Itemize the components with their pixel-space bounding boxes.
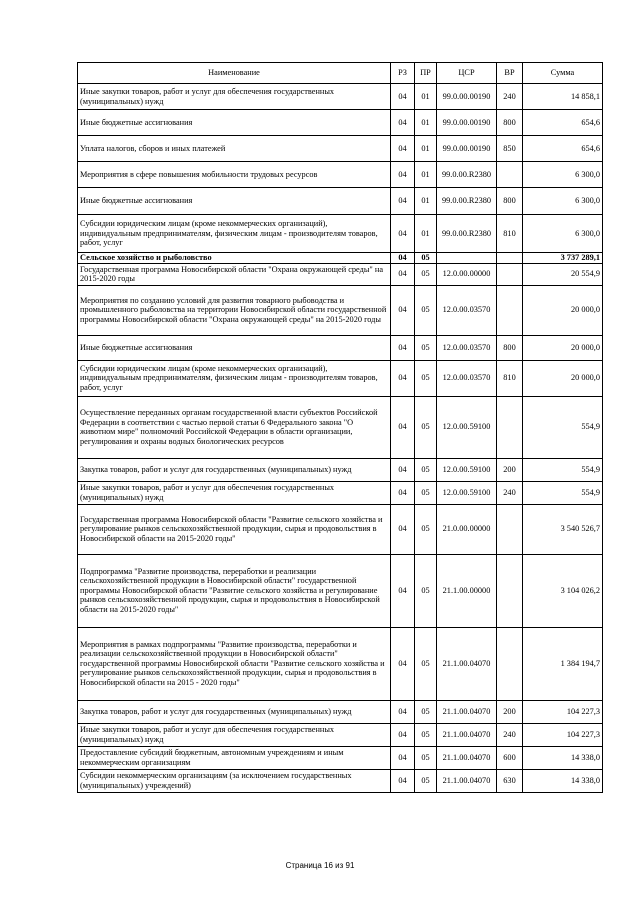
cell-vr: 200: [497, 458, 523, 481]
cell-vr: 800: [497, 188, 523, 215]
cell-pr: 05: [415, 285, 437, 335]
cell-csr: 21.1.00.04070: [437, 769, 497, 792]
cell-vr: [497, 263, 523, 285]
cell-name: Осуществление переданных органам государственной власти субъектов Российской Федерации в соответствии с частью первой статьи 6 Федерального закона "О животном мире" полномочий Российской Федерации в области организации, регулирования и охраны водных биологических ресурсов: [78, 396, 391, 458]
cell-csr: 21.1.00.04070: [437, 627, 497, 700]
cell-name: Закупка товаров, работ и услуг для государственных (муниципальных) нужд: [78, 700, 391, 723]
cell-rz: 04: [391, 700, 415, 723]
cell-pr: 05: [415, 458, 437, 481]
cell-rz: 04: [391, 110, 415, 136]
cell-vr: 800: [497, 110, 523, 136]
cell-name: Субсидии юридическим лицам (кроме некоммерческих организаций), индивидуальным предпринимателям, физическим лицам - производителям товаров, работ, услуг: [78, 215, 391, 253]
table-header-row: [78, 63, 603, 84]
cell-rz: 04: [391, 162, 415, 188]
cell-pr: 01: [415, 215, 437, 253]
table-row: [78, 360, 603, 396]
cell-sum: 14 338,0: [523, 746, 603, 769]
cell-csr: 12.0.00.03570: [437, 285, 497, 335]
table-row: [78, 335, 603, 360]
cell-name: Предоставление субсидий бюджетным, автономным учреждениям и иным некоммерческим организациям: [78, 746, 391, 769]
table-row: [78, 110, 603, 136]
cell-name: Субсидии некоммерческим организациям (за исключением государственных (муниципальных) учреждений): [78, 769, 391, 792]
cell-name: Закупка товаров, работ и услуг для государственных (муниципальных) нужд: [78, 458, 391, 481]
cell-csr: 99.0.00.00190: [437, 84, 497, 110]
cell-vr: [497, 627, 523, 700]
cell-vr: [497, 285, 523, 335]
cell-name: Иные бюджетные ассигнования: [78, 188, 391, 215]
cell-csr: 99.0.00.00190: [437, 136, 497, 162]
cell-pr: 05: [415, 746, 437, 769]
table-row: [78, 84, 603, 110]
cell-vr: [497, 162, 523, 188]
cell-name: Государственная программа Новосибирской области "Охрана окружающей среды" на 2015-2020 годы: [78, 263, 391, 285]
cell-name: Подпрограмма "Развитие производства, переработки и реализации сельскохозяйственной продукции в Новосибирской области" государственной программы Новосибирской области "Развитие сельского хозяйства и регулирование рынков сельскохозяйственной продукции, сырья и продовольствия в Новосибирской области на 2015-2020 годы": [78, 554, 391, 627]
cell-rz: 04: [391, 215, 415, 253]
cell-name: Иные закупки товаров, работ и услуг для обеспечения государственных (муниципальных) нужд: [78, 481, 391, 504]
table-row: [78, 723, 603, 746]
cell-name: Иные бюджетные ассигнования: [78, 110, 391, 136]
cell-sum: 3 737 289,1: [523, 253, 603, 264]
cell-rz: 04: [391, 253, 415, 264]
header-name: Наименование: [78, 63, 391, 84]
cell-sum: 104 227,3: [523, 700, 603, 723]
table-row: [78, 700, 603, 723]
table-row: [78, 627, 603, 700]
cell-vr: [497, 554, 523, 627]
cell-csr: 12.0.00.59100: [437, 481, 497, 504]
cell-pr: 05: [415, 360, 437, 396]
cell-pr: 05: [415, 481, 437, 504]
cell-csr: 21.1.00.00000: [437, 554, 497, 627]
cell-rz: 04: [391, 84, 415, 110]
cell-vr: 200: [497, 700, 523, 723]
cell-sum: 14 338,0: [523, 769, 603, 792]
cell-vr: [497, 253, 523, 264]
header-rz: РЗ: [391, 63, 415, 84]
cell-vr: 240: [497, 723, 523, 746]
cell-sum: 554,9: [523, 481, 603, 504]
header-vr: ВР: [497, 63, 523, 84]
cell-vr: 800: [497, 335, 523, 360]
cell-pr: 05: [415, 627, 437, 700]
cell-sum: 6 300,0: [523, 188, 603, 215]
cell-rz: 04: [391, 458, 415, 481]
cell-pr: 05: [415, 554, 437, 627]
cell-rz: 04: [391, 481, 415, 504]
budget-table: [77, 62, 603, 793]
cell-sum: 3 104 026,2: [523, 554, 603, 627]
cell-csr: 99.0.00.R2380: [437, 188, 497, 215]
cell-pr: 05: [415, 253, 437, 264]
cell-name: Иные закупки товаров, работ и услуг для обеспечения государственных (муниципальных) нужд: [78, 723, 391, 746]
cell-vr: 240: [497, 481, 523, 504]
cell-csr: 99.0.00.R2380: [437, 215, 497, 253]
cell-pr: 05: [415, 723, 437, 746]
cell-name: Мероприятия в сфере повышения мобильности трудовых ресурсов: [78, 162, 391, 188]
cell-csr: 21.0.00.00000: [437, 504, 497, 554]
cell-rz: 04: [391, 285, 415, 335]
cell-pr: 05: [415, 504, 437, 554]
cell-sum: 554,9: [523, 396, 603, 458]
cell-sum: 654,6: [523, 136, 603, 162]
cell-rz: 04: [391, 360, 415, 396]
cell-csr: 12.0.00.03570: [437, 335, 497, 360]
cell-rz: 04: [391, 723, 415, 746]
cell-sum: 20 000,0: [523, 285, 603, 335]
table-row: [78, 215, 603, 253]
cell-csr: 12.0.00.59100: [437, 458, 497, 481]
cell-pr: 05: [415, 396, 437, 458]
cell-csr: 99.0.00.00190: [437, 110, 497, 136]
cell-csr: 12.0.00.00000: [437, 263, 497, 285]
cell-csr: 12.0.00.03570: [437, 360, 497, 396]
cell-sum: 6 300,0: [523, 215, 603, 253]
table-row: [78, 162, 603, 188]
header-csr: ЦСР: [437, 63, 497, 84]
cell-pr: 01: [415, 188, 437, 215]
cell-csr: 99.0.00.R2380: [437, 162, 497, 188]
cell-pr: 01: [415, 110, 437, 136]
page-number: Страница 16 из 91: [285, 861, 355, 870]
header-pr: ПР: [415, 63, 437, 84]
cell-vr: 600: [497, 746, 523, 769]
cell-name: Субсидии юридическим лицам (кроме некоммерческих организаций), индивидуальным предпринимателям, физическим лицам - производителям товаров, работ, услуг: [78, 360, 391, 396]
table-row: [78, 188, 603, 215]
cell-rz: 04: [391, 554, 415, 627]
cell-pr: 05: [415, 769, 437, 792]
cell-name: Сельское хозяйство и рыболовство: [78, 253, 391, 264]
cell-name: Иные закупки товаров, работ и услуг для обеспечения государственных (муниципальных) нужд: [78, 84, 391, 110]
cell-rz: 04: [391, 746, 415, 769]
cell-rz: 04: [391, 136, 415, 162]
cell-rz: 04: [391, 188, 415, 215]
cell-vr: 810: [497, 360, 523, 396]
table-row: [78, 554, 603, 627]
cell-rz: 04: [391, 769, 415, 792]
cell-sum: 20 554,9: [523, 263, 603, 285]
cell-sum: 20 000,0: [523, 335, 603, 360]
cell-vr: 850: [497, 136, 523, 162]
cell-name: Уплата налогов, сборов и иных платежей: [78, 136, 391, 162]
cell-sum: 14 858,1: [523, 84, 603, 110]
cell-name: Иные бюджетные ассигнования: [78, 335, 391, 360]
table-row: [78, 769, 603, 792]
cell-sum: 104 227,3: [523, 723, 603, 746]
cell-pr: 05: [415, 263, 437, 285]
table-row: [78, 285, 603, 335]
cell-pr: 01: [415, 162, 437, 188]
cell-sum: 3 540 526,7: [523, 504, 603, 554]
table-row: [78, 263, 603, 285]
cell-name: Государственная программа Новосибирской области "Развитие сельского хозяйства и регулирование рынков сельскохозяйственной продукции, сырья и продовольствия в Новосибирской области на 2015-2020 годы": [78, 504, 391, 554]
table-row: [78, 746, 603, 769]
cell-name: Мероприятия в рамках подпрограммы "Развитие производства, переработки и реализации сельскохозяйственной продукции в Новосибирской области" государственной программы Новосибирской области "Развитие сельского хозяйства и регулирование рынков сельскохозяйственной продукции, сырья и продовольствия в Новосибирской области на 2015 - 2020 годы": [78, 627, 391, 700]
table-row: [78, 481, 603, 504]
cell-pr: 01: [415, 136, 437, 162]
table-row: [78, 136, 603, 162]
cell-sum: 554,9: [523, 458, 603, 481]
cell-csr: 12.0.00.59100: [437, 396, 497, 458]
table-row: [78, 504, 603, 554]
cell-rz: 04: [391, 263, 415, 285]
table-row: [78, 253, 603, 264]
cell-csr: 21.1.00.04070: [437, 700, 497, 723]
cell-rz: 04: [391, 396, 415, 458]
cell-pr: 01: [415, 84, 437, 110]
cell-csr: 21.1.00.04070: [437, 723, 497, 746]
cell-pr: 05: [415, 335, 437, 360]
cell-name: Мероприятия по созданию условий для развития товарного рыбоводства и промышленного рыболовства на территории Новосибирской области государственной программы Новосибирской области "Охрана окружающей среды" на 2015-2020 годы: [78, 285, 391, 335]
cell-vr: 630: [497, 769, 523, 792]
cell-csr: [437, 253, 497, 264]
cell-sum: 20 000,0: [523, 360, 603, 396]
cell-vr: 240: [497, 84, 523, 110]
cell-vr: [497, 504, 523, 554]
cell-sum: 654,6: [523, 110, 603, 136]
cell-vr: [497, 396, 523, 458]
cell-rz: 04: [391, 627, 415, 700]
header-sum: Сумма: [523, 63, 603, 84]
cell-rz: 04: [391, 335, 415, 360]
cell-rz: 04: [391, 504, 415, 554]
cell-vr: 810: [497, 215, 523, 253]
cell-sum: 6 300,0: [523, 162, 603, 188]
cell-pr: 05: [415, 700, 437, 723]
cell-sum: 1 384 194,7: [523, 627, 603, 700]
cell-csr: 21.1.00.04070: [437, 746, 497, 769]
table-row: [78, 396, 603, 458]
table-row: [78, 458, 603, 481]
